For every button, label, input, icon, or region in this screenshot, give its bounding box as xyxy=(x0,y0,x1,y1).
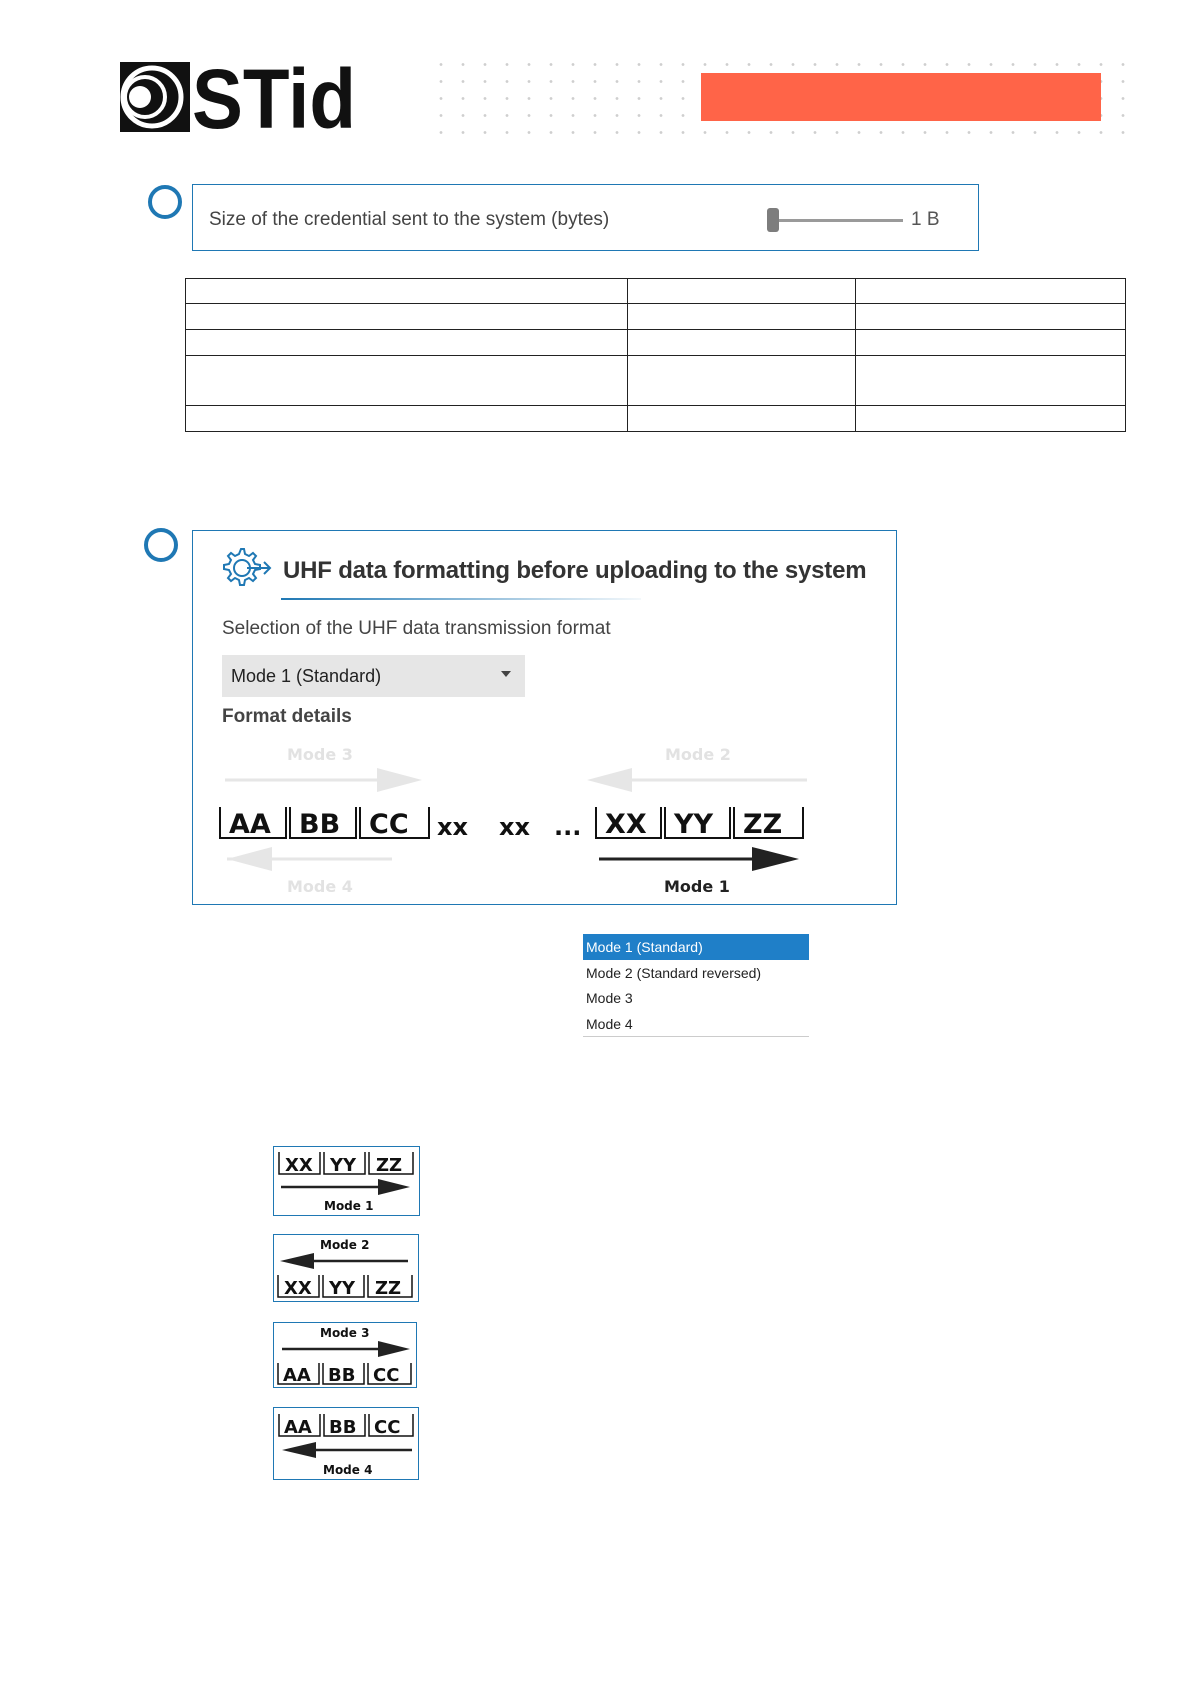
diagram-ellipsis: ... xyxy=(554,813,582,841)
mode1-arrow-head xyxy=(752,847,799,871)
diagram-mode4-label: Mode 4 xyxy=(287,877,353,896)
thumb3-byte-1: AA xyxy=(283,1365,311,1386)
format-details-heading: Format details xyxy=(222,706,352,727)
thumb1-byte-2: YY xyxy=(330,1155,357,1176)
uhf-format-title: UHF data formatting before uploading to the system xyxy=(283,557,867,584)
mode-option-2[interactable]: Mode 2 (Standard reversed) xyxy=(586,964,762,981)
table-row xyxy=(186,356,1126,406)
mode2-arrow-head xyxy=(587,768,632,792)
thumb1-byte-3: ZZ xyxy=(376,1155,403,1176)
mode-dropdown-list xyxy=(583,934,809,1037)
uhf-format-panel xyxy=(192,530,897,905)
table-row xyxy=(186,279,1126,304)
stid-logo xyxy=(118,58,358,136)
thumb2-byte-1: XX xyxy=(284,1278,312,1299)
thumb2-mode-label: Mode 2 xyxy=(320,1238,370,1252)
mode2-thumbnail xyxy=(273,1234,419,1302)
diagram-byte-aa: AA xyxy=(229,809,271,840)
thumb1-mode-label: Mode 1 xyxy=(324,1199,374,1213)
title-underline xyxy=(281,598,641,600)
thumb2-byte-2: YY xyxy=(329,1278,356,1299)
chevron-down-icon xyxy=(501,671,511,677)
table-row xyxy=(186,304,1126,330)
diagram-byte-bb: BB xyxy=(299,809,341,840)
credential-size-panel xyxy=(192,184,979,251)
mode1-thumbnail xyxy=(273,1146,420,1216)
mode4-thumbnail xyxy=(273,1407,419,1480)
diagram-byte-yy: YY xyxy=(674,809,714,840)
thumb2-byte-3: ZZ xyxy=(375,1278,402,1299)
credential-size-value: 1 B xyxy=(911,209,940,230)
diagram-byte-zz: ZZ xyxy=(743,809,783,840)
diagram-byte-xx-lower-2: xx xyxy=(499,813,530,841)
thumb4-mode-label: Mode 4 xyxy=(323,1463,373,1477)
gear-arrow-icon xyxy=(219,545,277,591)
thumb4-byte-2: BB xyxy=(329,1417,357,1438)
diagram-mode2-label: Mode 2 xyxy=(665,745,731,764)
header-accent-bar xyxy=(701,73,1101,121)
diagram-byte-xx-lower-1: xx xyxy=(437,813,468,841)
logo-wordmark: STid xyxy=(192,58,356,136)
mode-option-1[interactable]: Mode 1 (Standard) xyxy=(583,934,809,960)
section-marker-circle xyxy=(148,185,182,219)
thumb3-byte-3: CC xyxy=(373,1365,400,1386)
empty-table xyxy=(185,278,1126,432)
diagram-byte-cc: CC xyxy=(369,809,409,840)
thumb3-mode-label: Mode 3 xyxy=(320,1326,370,1340)
uhf-format-selection-label: Selection of the UHF data transmission format xyxy=(222,618,611,639)
diagram-byte-xx: XX xyxy=(605,809,647,840)
mode3-thumbnail xyxy=(273,1322,417,1388)
thumb1-byte-1: XX xyxy=(285,1155,313,1176)
selected-mode-value: Mode 1 (Standard) xyxy=(231,666,382,686)
thumb4-byte-3: CC xyxy=(374,1417,401,1438)
format-details-diagram xyxy=(217,737,817,902)
uhf-format-mode-select[interactable] xyxy=(222,655,525,697)
table-row xyxy=(186,330,1126,356)
table-row xyxy=(186,406,1126,432)
credential-size-slider-track[interactable] xyxy=(773,219,903,222)
credential-size-label: Size of the credential sent to the system (bytes) xyxy=(209,209,610,230)
credential-size-slider-handle[interactable] xyxy=(767,208,779,232)
thumb3-byte-2: BB xyxy=(328,1365,356,1386)
thumb4-byte-1: AA xyxy=(284,1417,312,1438)
mode-option-3[interactable]: Mode 3 xyxy=(586,990,633,1006)
mode-option-4[interactable]: Mode 4 xyxy=(586,1015,633,1032)
diagram-mode1-label: Mode 1 xyxy=(664,877,730,896)
diagram-mode3-label: Mode 3 xyxy=(287,745,353,764)
section-marker-circle xyxy=(144,528,178,562)
mode3-arrow-head xyxy=(377,768,422,792)
mode4-arrow-head xyxy=(227,847,272,871)
